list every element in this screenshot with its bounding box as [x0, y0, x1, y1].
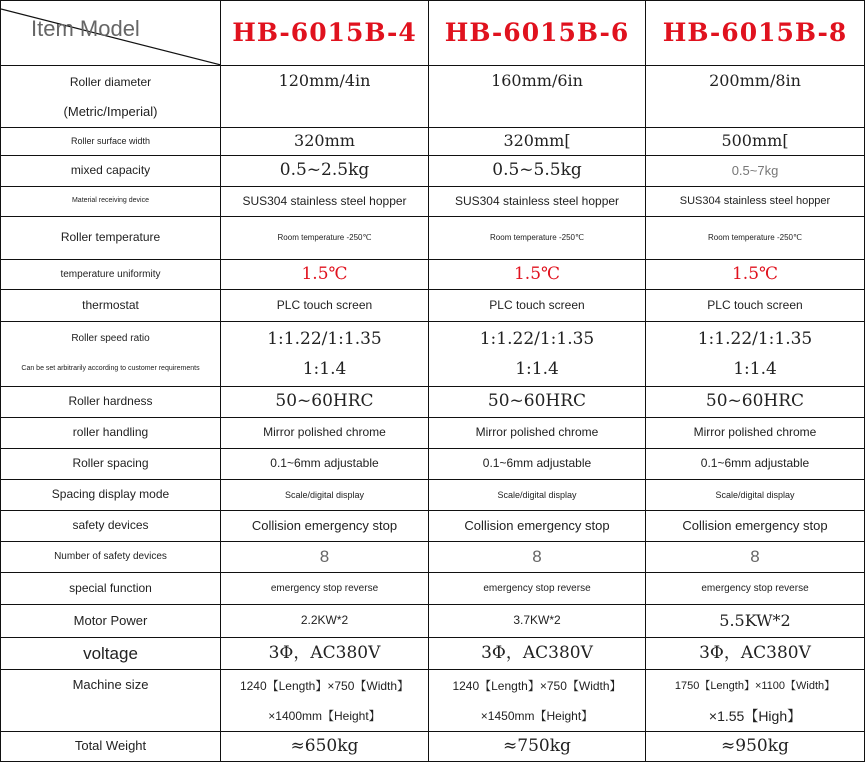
row-size	[1, 670, 865, 732]
row-safety	[1, 511, 865, 542]
row-motor	[1, 605, 865, 638]
corner-label: Item Model	[31, 16, 140, 41]
row-handling	[1, 418, 865, 449]
row-label: thermostat	[1, 290, 221, 322]
value-cell: 8	[221, 542, 429, 573]
value-cell: ≈750kg	[429, 732, 646, 762]
value-line: 1:1.4	[302, 359, 347, 379]
corner-cell	[1, 1, 221, 66]
value-cell: 0.5~5.5kg	[429, 156, 646, 187]
row-mixed-capacity	[1, 156, 865, 187]
value-cell	[221, 322, 429, 387]
value-cell: Room temperature -250℃	[221, 217, 429, 260]
value-line: 1:1.22/1:1.35	[267, 329, 382, 349]
value-cell	[646, 322, 865, 387]
value-line: 1240【Length】×750【Width】	[239, 678, 410, 693]
row-label: temperature uniformity	[1, 260, 221, 290]
row-label: Roller temperature	[1, 217, 221, 260]
value-cell: 0.1~6mm adjustable	[429, 449, 646, 480]
row-label: Spacing display mode	[1, 480, 221, 511]
row-safety-count	[1, 542, 865, 573]
value-cell: 1.5℃	[221, 260, 429, 290]
row-special	[1, 573, 865, 605]
label-line: Roller diameter	[69, 74, 152, 89]
value-cell	[429, 670, 646, 732]
value-cell: Collision emergency stop	[221, 511, 429, 542]
value-cell: Room temperature -250℃	[646, 217, 865, 260]
value-cell	[429, 322, 646, 387]
row-receiving	[1, 187, 865, 217]
value-cell	[221, 670, 429, 732]
value-cell: PLC touch screen	[429, 290, 646, 322]
row-label: Roller surface width	[1, 128, 221, 156]
value-cell: 0.1~6mm adjustable	[221, 449, 429, 480]
value-cell: 0.5~2.5kg	[221, 156, 429, 187]
value-cell: SUS304 stainless steel hopper	[429, 187, 646, 217]
value-cell: emergency stop reverse	[221, 573, 429, 605]
row-spacing	[1, 449, 865, 480]
value-line: ×1400mm【Height】	[268, 708, 381, 723]
row-label: mixed capacity	[1, 156, 221, 187]
value-cell: Scale/digital display	[429, 480, 646, 511]
value-cell: 0.5~7kg	[646, 156, 865, 187]
value-cell: SUS304 stainless steel hopper	[221, 187, 429, 217]
value-cell: 3.7KW*2	[429, 605, 646, 638]
value-cell: 160mm/6in	[429, 66, 646, 128]
value-line: 1240【Length】×750【Width】	[452, 678, 622, 693]
value-cell: PLC touch screen	[646, 290, 865, 322]
row-weight	[1, 732, 865, 762]
row-label: Machine size	[1, 670, 221, 732]
value-cell: 5.5KW*2	[646, 605, 865, 638]
value-cell: 50~60HRC	[221, 387, 429, 418]
value-line: 1:1.4	[733, 359, 777, 379]
row-diameter	[1, 66, 865, 128]
header-row	[1, 1, 865, 66]
value-cell: 3Φ，AC380V	[221, 638, 429, 670]
value-line: ×1.55【High】	[708, 707, 802, 724]
value-line: 1:1.22/1:1.35	[697, 329, 813, 349]
value-cell: 0.1~6mm adjustable	[646, 449, 865, 480]
row-thermostat	[1, 290, 865, 322]
value-cell: ≈950kg	[646, 732, 865, 762]
value-cell: Scale/digital display	[646, 480, 865, 511]
value-cell: 8	[429, 542, 646, 573]
value-cell: SUS304 stainless steel hopper	[646, 187, 865, 217]
value-cell: Collision emergency stop	[646, 511, 865, 542]
row-label: Number of safety devices	[1, 542, 221, 573]
row-label	[1, 66, 221, 128]
row-label: roller handling	[1, 418, 221, 449]
value-cell: 8	[646, 542, 865, 573]
value-cell: 50~60HRC	[646, 387, 865, 418]
value-cell: 1.5℃	[646, 260, 865, 290]
model-header: HB-6015B-4	[221, 1, 429, 66]
value-line: ×1450mm【Height】	[480, 708, 594, 723]
row-label: voltage	[1, 638, 221, 670]
value-cell	[646, 670, 865, 732]
model-header: HB-6015B-6	[429, 1, 646, 66]
label-line: Roller speed ratio	[71, 333, 150, 344]
value-cell: 3Φ，AC380V	[429, 638, 646, 670]
label-line: Can be set arbitrarily according to customer requirements	[21, 365, 200, 372]
value-cell: 50~60HRC	[429, 387, 646, 418]
row-uniformity	[1, 260, 865, 290]
value-cell: emergency stop reverse	[646, 573, 865, 605]
value-line: 1:1.22/1:1.35	[479, 329, 595, 349]
row-label: safety devices	[1, 511, 221, 542]
value-cell: 320mm	[221, 128, 429, 156]
row-label: Roller spacing	[1, 449, 221, 480]
value-cell: 500mm[	[646, 128, 865, 156]
label-line: (Metric/Imperial)	[63, 103, 158, 119]
row-temperature	[1, 217, 865, 260]
model-header: HB-6015B-8	[646, 1, 865, 66]
row-label: Total Weight	[1, 732, 221, 762]
row-label	[1, 322, 221, 387]
value-cell: 3Φ，AC380V	[646, 638, 865, 670]
row-voltage	[1, 638, 865, 670]
row-hardness	[1, 387, 865, 418]
value-cell: Mirror polished chrome	[429, 418, 646, 449]
value-cell: Room temperature -250℃	[429, 217, 646, 260]
value-cell: PLC touch screen	[221, 290, 429, 322]
row-speed-ratio	[1, 322, 865, 387]
row-label: Roller hardness	[1, 387, 221, 418]
value-cell: 320mm[	[429, 128, 646, 156]
row-label: Material receiving device	[1, 187, 221, 217]
value-cell: 1.5℃	[429, 260, 646, 290]
value-cell: Scale/digital display	[221, 480, 429, 511]
row-spacing-display	[1, 480, 865, 511]
row-label: Motor Power	[1, 605, 221, 638]
value-line: 1:1.4	[515, 359, 559, 379]
value-cell: 2.2KW*2	[221, 605, 429, 638]
value-cell: emergency stop reverse	[429, 573, 646, 605]
value-cell: Mirror polished chrome	[221, 418, 429, 449]
value-cell: Mirror polished chrome	[646, 418, 865, 449]
value-cell: 120mm/4in	[221, 66, 429, 128]
value-line: 1750【Length】×1100【Width】	[674, 679, 836, 692]
row-surface-width	[1, 128, 865, 156]
value-cell: Collision emergency stop	[429, 511, 646, 542]
value-cell: 200mm/8in	[646, 66, 865, 128]
row-label: special function	[1, 573, 221, 605]
value-cell: ≈650kg	[221, 732, 429, 762]
